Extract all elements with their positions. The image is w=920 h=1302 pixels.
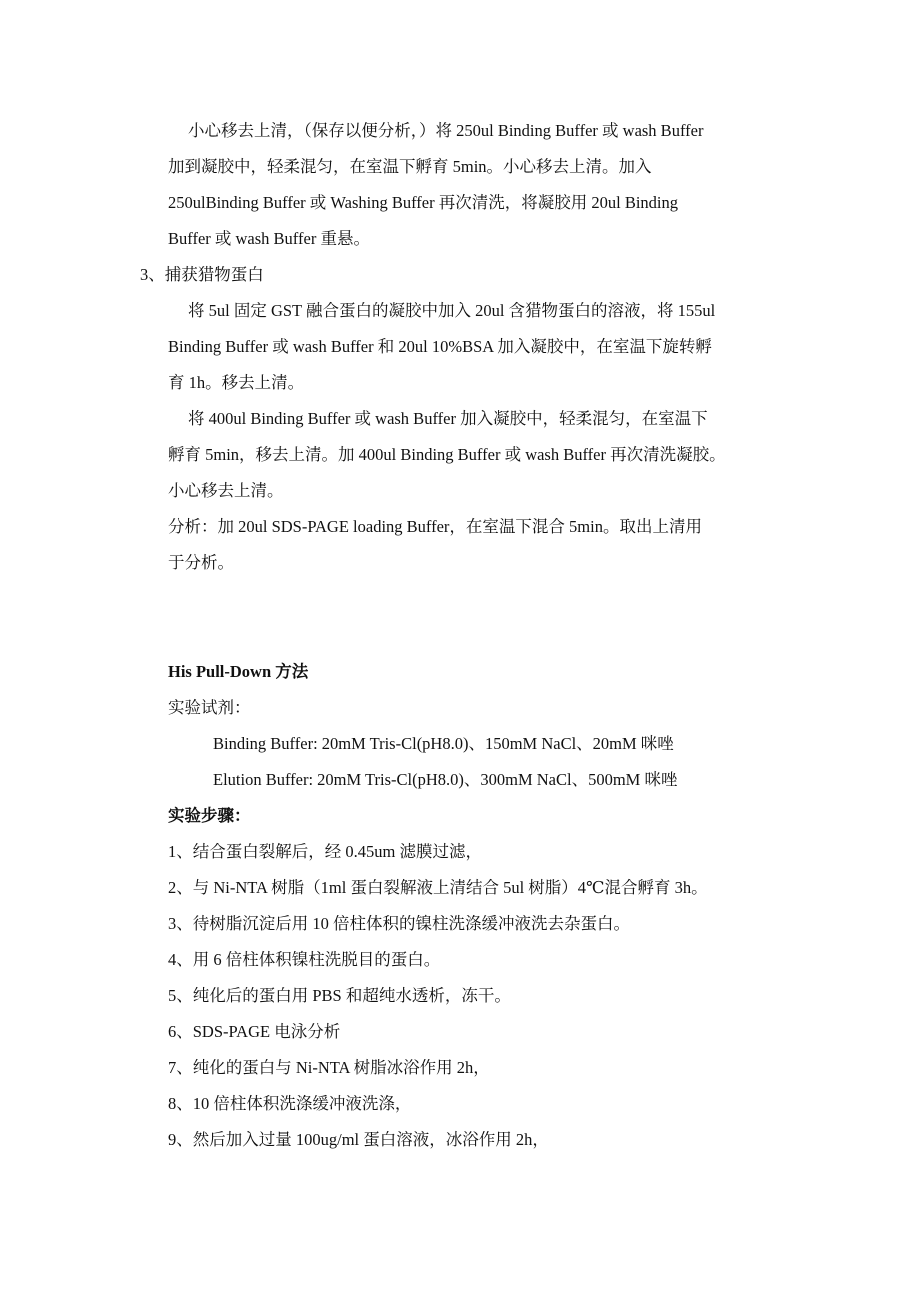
paragraph-line: 分析：加 20ul SDS-PAGE loading Buffer，在室温下混合 5min。取出上清用 (168, 517, 702, 536)
paragraph-line: 孵育 5min，移去上清。加 400ul Binding Buffer 或 wash Buffer 再次清洗凝胶。 (168, 445, 726, 464)
paragraph-line: 将 400ul Binding Buffer 或 wash Buffer 加入凝胶中，轻柔混匀，在室温下 (188, 409, 708, 428)
paragraph-line: 于分析。 (168, 553, 234, 572)
reagent-item: Elution Buffer: 20mM Tris-Cl(pH8.0)、300mM NaCl、500mM 咪唑 (213, 770, 678, 789)
step-item: 9、然后加入过量 100ug/ml 蛋白溶液，冰浴作用 2h， (168, 1130, 549, 1149)
paragraph-line: 小心移去上清。 (168, 481, 284, 500)
paragraph-line: 育 1h。移去上清。 (168, 373, 305, 392)
step-item: 3、待树脂沉淀后用 10 倍柱体积的镍柱洗涤缓冲液洗去杂蛋白。 (168, 914, 630, 933)
step-item: 4、用 6 倍柱体积镍柱洗脱目的蛋白。 (168, 950, 441, 969)
step-item: 7、纯化的蛋白与 Ni-NTA 树脂冰浴作用 2h， (168, 1058, 490, 1077)
step-item: 2、与 Ni-NTA 树脂（1ml 蛋白裂解液上清结合 5ul 树脂）4℃混合孵育 3h。 (168, 878, 708, 897)
paragraph-line: 250ulBinding Buffer 或 Washing Buffer 再次清洗，将凝胶用 20ul Binding (168, 193, 679, 212)
subheading: 3、捕获猎物蛋白 (140, 265, 264, 284)
step-item: 5、纯化后的蛋白用 PBS 和超纯水透析，冻干。 (168, 986, 511, 1005)
section-heading: His Pull-Down 方法 (168, 662, 309, 681)
paragraph-line: Buffer 或 wash Buffer 重悬。 (168, 229, 370, 248)
step-item: 6、SDS-PAGE 电泳分析 (168, 1022, 341, 1041)
steps-label: 实验步骤： (168, 806, 251, 825)
paragraph-line: 小心移去上清，（保存以便分析，）将 250ul Binding Buffer 或 wash Buffer (188, 121, 704, 140)
reagents-label: 实验试剂： (168, 698, 251, 717)
paragraph-line: Binding Buffer 或 wash Buffer 和 20ul 10%BSA 加入凝胶中，在室温下旋转孵 (168, 337, 712, 356)
step-item: 8、10 倍柱体积洗涤缓冲液洗涤， (168, 1094, 412, 1113)
paragraph-line: 将 5ul 固定 GST 融合蛋白的凝胶中加入 20ul 含猎物蛋白的溶液，将 155ul (188, 301, 716, 320)
paragraph-line: 加到凝胶中，轻柔混匀，在室温下孵育 5min。小心移去上清。加入 (168, 157, 652, 176)
step-item: 1、结合蛋白裂解后，经 0.45um 滤膜过滤， (168, 842, 482, 861)
reagent-item: Binding Buffer: 20mM Tris-Cl(pH8.0)、150mM NaCl、20mM 咪唑 (213, 734, 674, 753)
